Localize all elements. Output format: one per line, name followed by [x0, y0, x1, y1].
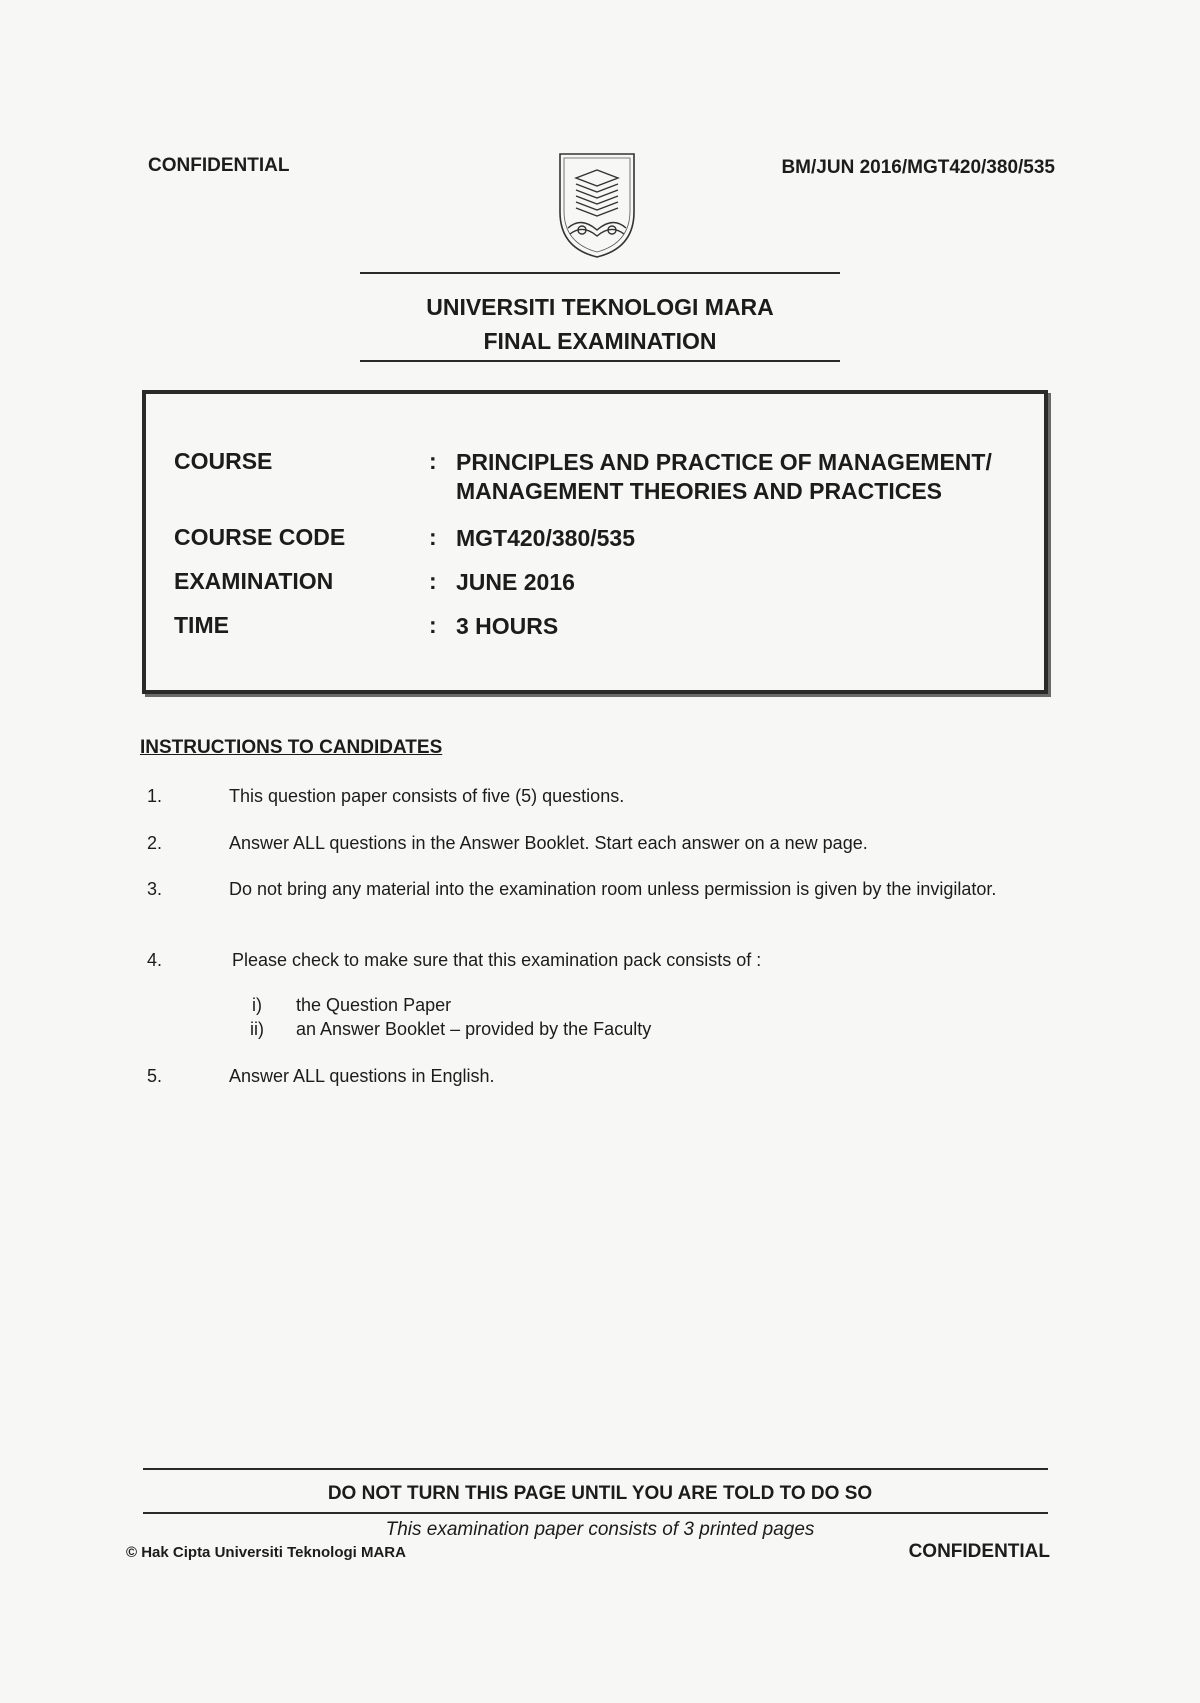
do-not-turn-warning: DO NOT TURN THIS PAGE UNTIL YOU ARE TOLD TO DO SO [327, 1483, 873, 1504]
sub-item-text: an Answer Booklet – provided by the Faculty [296, 1019, 652, 1039]
instruction-number: 2. [147, 833, 163, 853]
time-value: 3 HOURS [456, 613, 559, 639]
page-title [0, 290, 1200, 358]
university-crest-icon [556, 150, 638, 260]
instruction-text: Please check to make sure that this examination pack consists of : [232, 950, 762, 970]
instruction-number: 4. [147, 950, 163, 970]
instruction-text: Answer ALL questions in English. [229, 1066, 495, 1086]
header-confidential: CONFIDENTIAL [148, 155, 290, 176]
instruction-text: Answer ALL questions in the Answer Booklet. Start each answer on a new page. [229, 833, 868, 853]
footer-top-rule [143, 1468, 1048, 1470]
copyright-notice: © Hak Cipta Universiti Teknologi MARA [126, 1544, 406, 1561]
course-value: PRINCIPLES AND PRACTICE OF MANAGEMENT/ MANAGEMENT THEORIES AND PRACTICES [456, 449, 992, 504]
exam-type: FINAL EXAMINATION [483, 328, 717, 354]
course-code-value: MGT420/380/535 [456, 525, 636, 551]
separator: : [429, 612, 437, 638]
instruction-number: 5. [147, 1066, 163, 1086]
footer-bottom-rule [143, 1512, 1048, 1514]
instruction-text: This question paper consists of five (5) questions. [229, 786, 625, 806]
course-label: COURSE [174, 448, 273, 474]
time-label: TIME [174, 612, 229, 638]
sub-item-number: ii) [250, 1019, 264, 1039]
separator: : [429, 568, 437, 594]
title-bottom-rule [360, 360, 840, 362]
course-code-label: COURSE CODE [174, 524, 346, 550]
course-info-box [142, 390, 1048, 694]
printed-pages-note: This examination paper consists of 3 printed pages [385, 1519, 815, 1540]
header-exam-code: BM/JUN 2016/MGT420/380/535 [781, 157, 1055, 178]
university-name: UNIVERSITI TEKNOLOGI MARA [426, 294, 774, 320]
footer-confidential: CONFIDENTIAL [908, 1541, 1050, 1562]
instruction-text: Do not bring any material into the examination room unless permission is given by the invigilator. [229, 879, 997, 899]
instruction-number: 1. [147, 786, 163, 806]
sub-item-number: i) [252, 995, 262, 1015]
separator: : [429, 448, 437, 474]
instructions-heading: INSTRUCTIONS TO CANDIDATES [140, 737, 443, 758]
separator: : [429, 524, 437, 550]
examination-label: EXAMINATION [174, 568, 334, 594]
examination-value: JUNE 2016 [456, 569, 575, 595]
instruction-number: 3. [147, 879, 163, 899]
sub-item-text: the Question Paper [296, 995, 452, 1015]
title-top-rule [360, 272, 840, 274]
